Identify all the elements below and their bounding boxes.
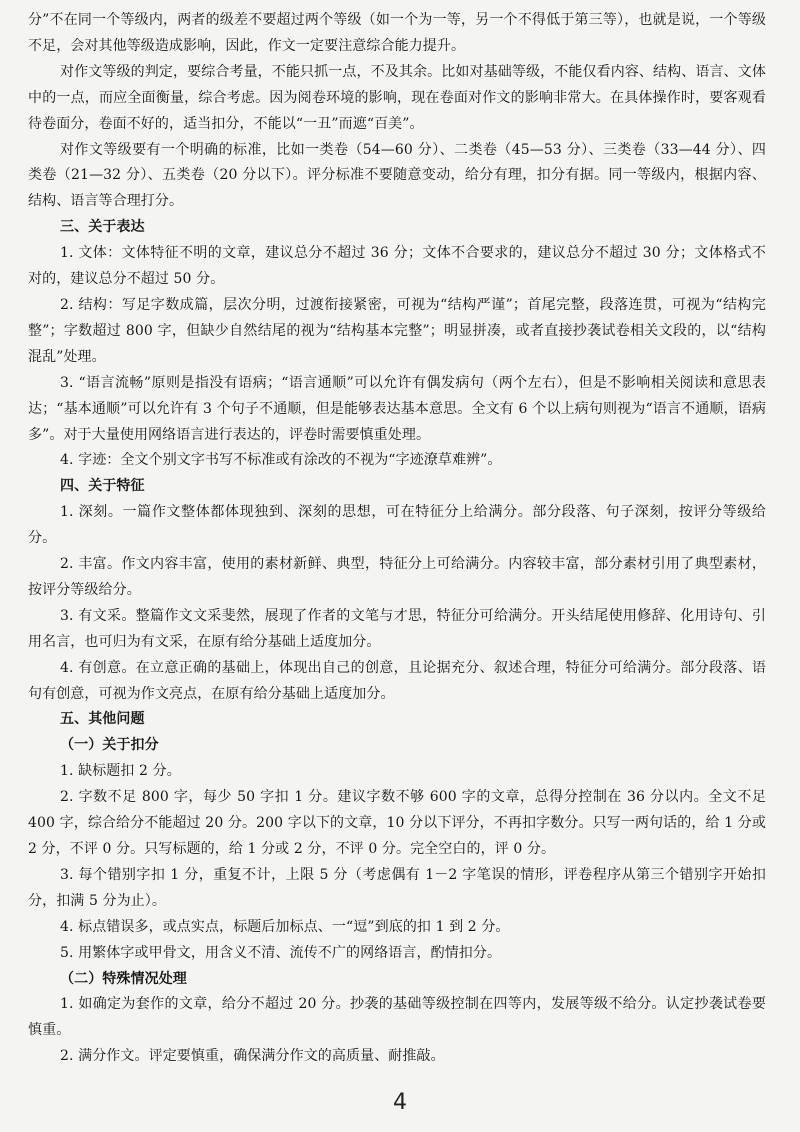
paragraph-traditional-chars: 5. 用繁体字或甲骨文，用含义不清、流传不广的网络语言，酌情扣分。 [60,944,502,961]
paragraph-full-score: 2. 满分作文。评定要慎重，确保满分作文的高质量、耐推敲。 [60,1048,445,1065]
subsection-heading-deductions: （一）关于扣分 [60,737,159,754]
section-heading-other: 五、其他问题 [60,711,145,728]
paragraph-structure: 2. 结构：写足字数成篇，层次分明，过渡衔接紧密，可视为“结构严谨”；首尾完整，段落连贯，可视为“结构完整”；字数超过 800 字，但缺少自然结尾的视为“结构基本完整”；明显拼凑，或者直接抄袭试卷相关文段的，以“结构混乱”处理。 [28,296,766,365]
page-number: 4 [393,1090,407,1115]
document-body [28,8,766,1070]
paragraph-language: 3. “语言流畅”原则是指没有语病；“语言通顺”可以允许有偶发病句（两个左右），但是不影响相关阅读和意思表达；“基本通顺”可以允许有 3 个句子不通顺，但是能够表达基本意思。全文有 6 个以上病句则视为“语言不通顺，语病多”。对于大量使用网络语言进行表达的，评卷时需要慎重处理。 [28,374,766,443]
paragraph-punctuation: 4. 标点错误多，或点实点，标题后加标点、一“逗”到底的扣 1 到 2 分。 [60,918,510,935]
paragraph-grade-standards: 对作文等级要有一个明确的标准，比如一类卷（54—60 分）、二类卷（45—53 分）、三类卷（33—44 分）、四类卷（21—32 分）、五类卷（20 分以下）。评分标准不要随意变动，给分有理，扣分有据。同一等级内，根据内容、结构、语言等合理打分。 [28,141,766,210]
paragraph-missing-title: 1. 缺标题扣 2 分。 [60,763,181,780]
paragraph-genre: 1. 文体：文体特征不明的文章，建议总分不超过 36 分；文体不合要求的，建议总分不超过 30 分；文体格式不对的，建议总分不超过 50 分。 [28,245,766,288]
paragraph-continuation: 分”不在同一个等级内，两者的级差不要超过两个等级（如一个为一等，另一个不得低于第三等），也就是说，一个等级不足，会对其他等级造成影响，因此，作文一定要注意综合能力提升。 [28,12,766,54]
paragraph-literary-grace: 3. 有文采。整篇作文文采斐然，展现了作者的文笔与才思，特征分可给满分。开头结尾使用修辞、化用诗句、引用名言，也可归为有文采，在原有给分基础上适度加分。 [28,607,766,650]
paragraph-grade-judgment: 对作文等级的判定，要综合考量，不能只抓一点，不及其余。比如对基础等级，不能仅看内容、结构、语言、文体中的一点，而应全面衡量，综合考虑。因为阅卷环境的影响，现在卷面对作文的影响非常大。在具体操作时，要客观看待卷面分，卷面不好的，适当扣分，不能以“一丑”而遮“百美”。 [28,63,766,132]
paragraph-creativity: 4. 有创意。在立意正确的基础上，体现出自己的创意，且论据充分、叙述合理，特征分可给满分。部分段落、语句有创意，可视为作文亮点，在原有给分基础上适度加分。 [28,659,766,702]
paragraph-word-count: 2. 字数不足 800 字，每少 50 字扣 1 分。建议字数不够 600 字的文章，总得分控制在 36 分以内。全文不足 400 字，综合给分不能超过 20 分。200 字以下的文章，10 分以下评分，不再扣字数分。只写一两句话的，给 1 分或 2 分，不评 0 分。只写标题的，给 1 分或 2 分，不评 0 分。完全空白的，评 0 分。 [28,789,766,857]
paragraph-richness: 2. 丰富。作文内容丰富，使用的素材新鲜、典型，特征分上可给满分。内容较丰富，部分素材引用了典型素材，按评分等级给分。 [28,556,766,598]
subsection-heading-special-cases: （二）特殊情况处理 [60,970,187,987]
section-heading-expression: 三、关于表达 [60,219,145,236]
paragraph-depth: 1. 深刻。一篇作文整体都体现独到、深刻的思想，可在特征分上给满分。部分段落、句子深刻，按评分等级给分。 [28,504,766,547]
section-heading-features: 四、关于特征 [60,478,145,495]
paragraph-handwriting: 4. 字迹：全文个别文字书写不标准或有涂改的不视为“字迹潦草难辨”。 [60,452,502,469]
paragraph-typos: 3. 每个错别字扣 1 分，重复不计，上限 5 分（考虑偶有 1－2 字笔误的情形，评卷程序从第三个错别字开始扣分，扣满 5 分为止）。 [28,866,766,909]
paragraph-template-essay: 1. 如确定为套作的文章，给分不超过 20 分。抄袭的基础等级控制在四等内，发展等级不给分。认定抄袭试卷要慎重。 [28,996,766,1039]
